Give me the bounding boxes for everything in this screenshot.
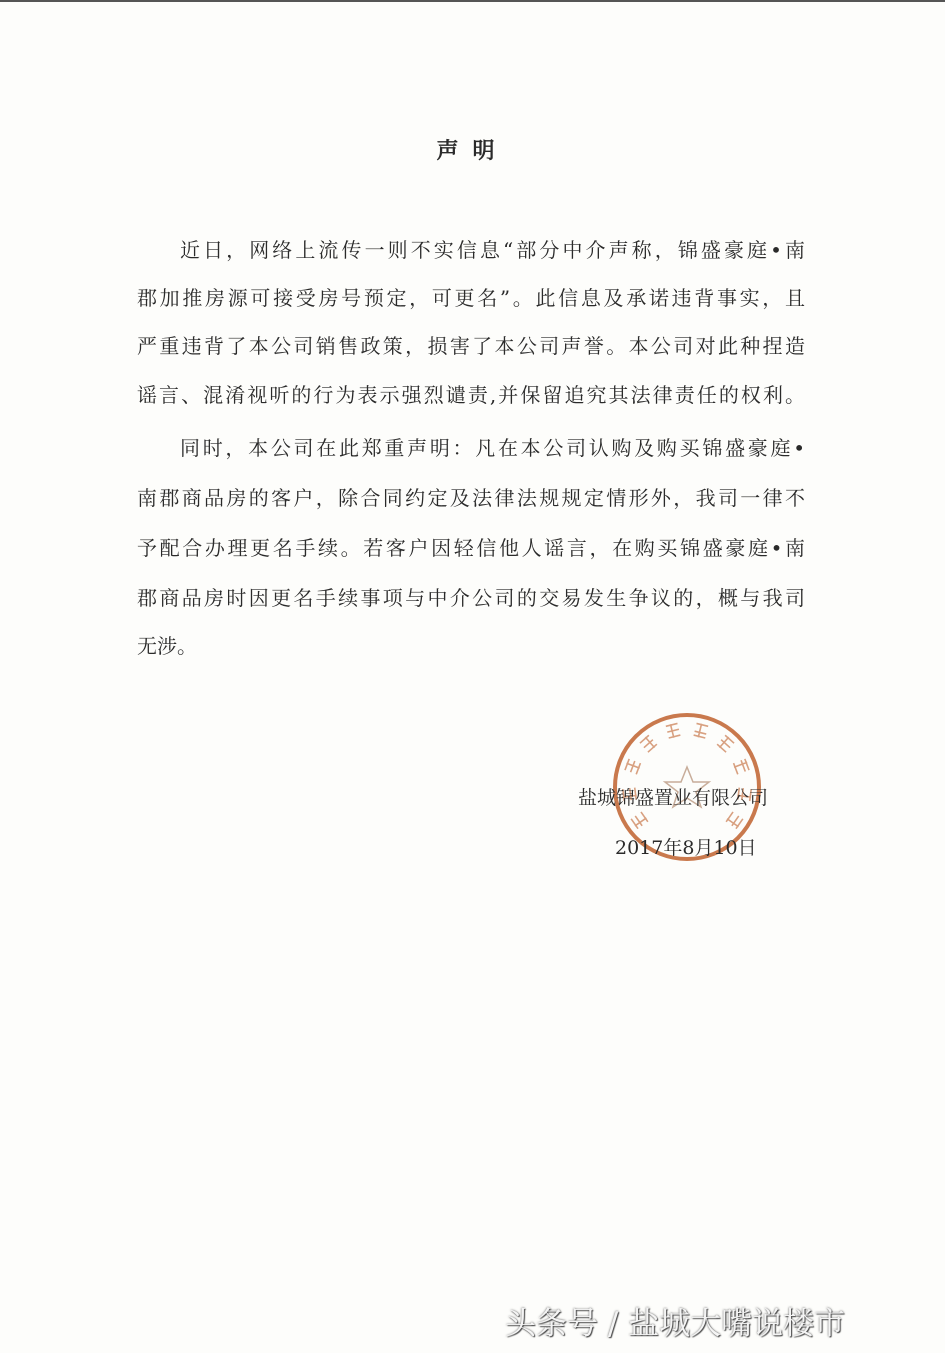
- text-line: 予配合办理更名手续。若客户因轻信他人谣言，在购买锦盛豪庭•南: [137, 536, 805, 560]
- text-line: 同时，本公司在此郑重声明：凡在本公司认购及购买锦盛豪庭•: [180, 436, 805, 460]
- text-line: 无涉。: [137, 634, 197, 658]
- signature-date: 2017年8月10日: [615, 837, 757, 859]
- watermark: 头条号 / 盐城大嘴说楼市: [505, 1306, 846, 1342]
- scan-edge: [0, 0, 945, 2]
- seal-glyph-mark: [666, 722, 681, 738]
- document-title: 声明: [436, 138, 509, 164]
- seal-glyph-mark: [725, 811, 743, 829]
- text-line: 郡加推房源可接受房号预定，可更名”。此信息及承诺违背事实，且: [137, 286, 805, 310]
- seal-glyph-mark: [733, 759, 750, 775]
- text-line: 郡商品房时因更名手续事项与中介公司的交易发生争议的，概与我司: [137, 586, 805, 610]
- seal-glyph-mark: [630, 811, 648, 829]
- text-line: 谣言、混淆视听的行为表示强烈谴责,并保留追究其法律责任的权利。: [137, 383, 805, 407]
- seal-glyph-mark: [639, 734, 657, 752]
- seal-glyph-mark: [716, 734, 734, 752]
- text-line: 严重违背了本公司销售政策，损害了本公司声誉。本公司对此种捏造: [137, 334, 805, 358]
- signature-company: 盐城锦盛置业有限公司: [578, 787, 769, 809]
- text-line: 南郡商品房的客户，除合同约定及法律法规规定情形外，我司一律不: [137, 486, 805, 510]
- seal-lettering: [622, 722, 752, 829]
- text-line: 近日，网络上流传一则不实信息“部分中介声称，锦盛豪庭•南: [180, 238, 805, 262]
- seal-glyph-mark: [624, 759, 641, 775]
- seal-glyph-mark: [693, 722, 708, 738]
